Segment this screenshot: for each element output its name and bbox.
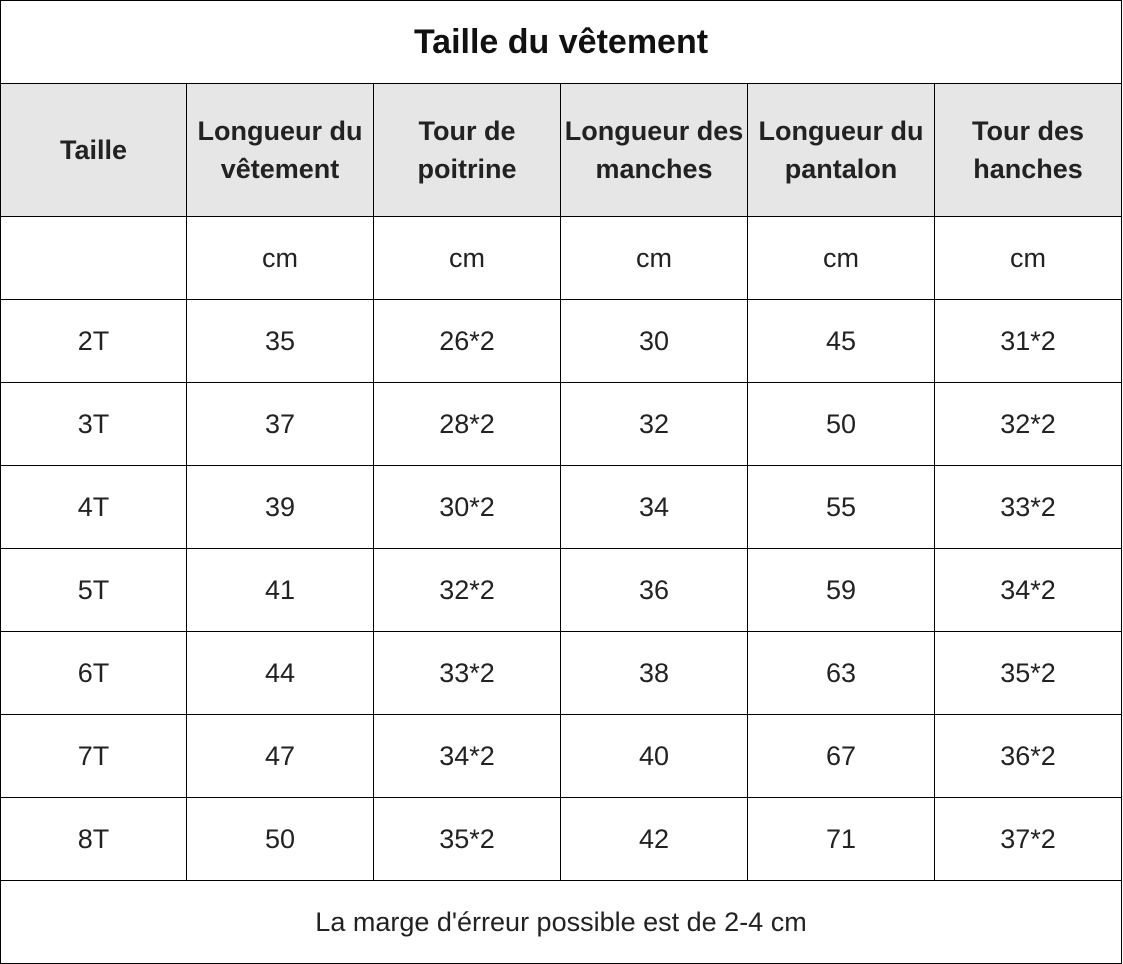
value-cell: 40 xyxy=(561,715,748,798)
size-cell: 6T xyxy=(1,632,187,715)
header-row xyxy=(1,84,1122,217)
unit-cell: cm xyxy=(187,217,374,300)
table-row xyxy=(1,798,1122,881)
value-cell: 37*2 xyxy=(935,798,1122,881)
value-cell: 35 xyxy=(187,300,374,383)
value-cell: 34*2 xyxy=(935,549,1122,632)
table-row xyxy=(1,715,1122,798)
header-size: Taille xyxy=(1,84,187,217)
value-cell: 35*2 xyxy=(935,632,1122,715)
value-cell: 33*2 xyxy=(374,632,561,715)
table-row xyxy=(1,300,1122,383)
value-cell: 35*2 xyxy=(374,798,561,881)
table-title: Taille du vêtement xyxy=(1,1,1122,84)
unit-cell: cm xyxy=(748,217,935,300)
header-pants-length: Longueur du pantalon xyxy=(748,84,935,217)
unit-cell xyxy=(1,217,187,300)
value-cell: 55 xyxy=(748,466,935,549)
value-cell: 32*2 xyxy=(935,383,1122,466)
value-cell: 50 xyxy=(748,383,935,466)
title-row xyxy=(1,1,1122,84)
table-row xyxy=(1,549,1122,632)
header-chest: Tour de poitrine xyxy=(374,84,561,217)
value-cell: 36 xyxy=(561,549,748,632)
value-cell: 45 xyxy=(748,300,935,383)
value-cell: 28*2 xyxy=(374,383,561,466)
value-cell: 67 xyxy=(748,715,935,798)
value-cell: 34*2 xyxy=(374,715,561,798)
unit-cell: cm xyxy=(935,217,1122,300)
table-row xyxy=(1,466,1122,549)
value-cell: 47 xyxy=(187,715,374,798)
size-cell: 5T xyxy=(1,549,187,632)
unit-cell: cm xyxy=(561,217,748,300)
size-cell: 3T xyxy=(1,383,187,466)
error-margin-note: La marge d'érreur possible est de 2-4 cm xyxy=(1,881,1122,964)
unit-row xyxy=(1,217,1122,300)
value-cell: 32*2 xyxy=(374,549,561,632)
size-cell: 7T xyxy=(1,715,187,798)
value-cell: 44 xyxy=(187,632,374,715)
value-cell: 41 xyxy=(187,549,374,632)
header-garment-length: Longueur du vêtement xyxy=(187,84,374,217)
header-hips: Tour des hanches xyxy=(935,84,1122,217)
table-row xyxy=(1,383,1122,466)
value-cell: 30*2 xyxy=(374,466,561,549)
value-cell: 50 xyxy=(187,798,374,881)
value-cell: 34 xyxy=(561,466,748,549)
value-cell: 63 xyxy=(748,632,935,715)
size-cell: 4T xyxy=(1,466,187,549)
size-cell: 2T xyxy=(1,300,187,383)
header-sleeve-length: Longueur des manches xyxy=(561,84,748,217)
value-cell: 31*2 xyxy=(935,300,1122,383)
value-cell: 39 xyxy=(187,466,374,549)
value-cell: 42 xyxy=(561,798,748,881)
unit-cell: cm xyxy=(374,217,561,300)
value-cell: 33*2 xyxy=(935,466,1122,549)
value-cell: 71 xyxy=(748,798,935,881)
note-row xyxy=(1,881,1122,964)
value-cell: 26*2 xyxy=(374,300,561,383)
value-cell: 30 xyxy=(561,300,748,383)
table-row xyxy=(1,632,1122,715)
value-cell: 37 xyxy=(187,383,374,466)
size-cell: 8T xyxy=(1,798,187,881)
value-cell: 59 xyxy=(748,549,935,632)
value-cell: 36*2 xyxy=(935,715,1122,798)
value-cell: 38 xyxy=(561,632,748,715)
value-cell: 32 xyxy=(561,383,748,466)
